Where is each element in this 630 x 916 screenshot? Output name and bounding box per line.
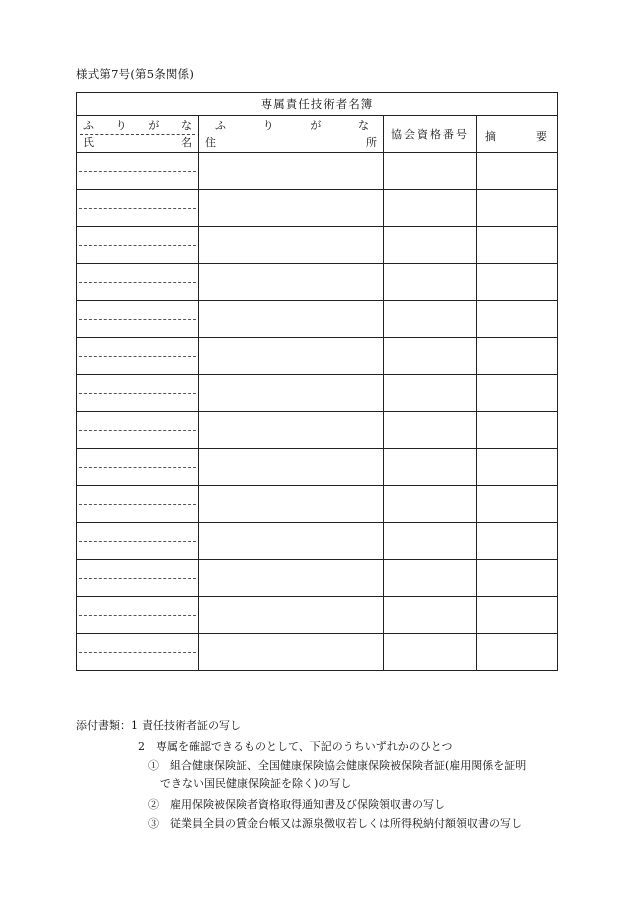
address-cell[interactable] (199, 227, 384, 264)
name-cell[interactable] (77, 449, 199, 486)
table-row (77, 523, 558, 560)
furigana-label: ふ り が な (83, 119, 192, 132)
table-row (77, 153, 558, 190)
remarks-cell[interactable] (477, 190, 558, 227)
name-cell[interactable] (77, 338, 199, 375)
table-row (77, 301, 558, 338)
address-cell[interactable] (199, 449, 384, 486)
name-cell[interactable] (77, 301, 199, 338)
address-cell[interactable] (199, 153, 384, 190)
license-number-cell[interactable] (384, 597, 477, 634)
remarks-cell[interactable] (477, 412, 558, 449)
license-number-cell[interactable] (384, 301, 477, 338)
name-cell[interactable] (77, 190, 199, 227)
address-cell[interactable] (199, 338, 384, 375)
table-row (77, 597, 558, 634)
name-cell[interactable] (77, 375, 199, 412)
address-cell[interactable] (199, 412, 384, 449)
attachment-sub-2: ② 雇用保険被保険者資格取得通知書及び保険領収書の写し (148, 798, 445, 811)
license-number-cell[interactable] (384, 634, 477, 671)
table-row (77, 338, 558, 375)
attachment-item-2: 2 専属を確認できるものとして、下記のうちいずれかのひとつ (138, 740, 453, 753)
address-cell[interactable] (199, 486, 384, 523)
furigana-label: ふ り が な (215, 119, 369, 132)
remarks-cell[interactable] (477, 227, 558, 264)
remarks-cell[interactable] (477, 523, 558, 560)
remarks-cell[interactable] (477, 338, 558, 375)
table-row (77, 634, 558, 671)
attachment-sub-3: ③ 従業員全員の賃金台帳又は源泉徴収若しくは所得税納付額領収書の写し (148, 817, 522, 830)
remarks-cell[interactable] (477, 486, 558, 523)
header-remarks: 摘 要 (477, 116, 558, 153)
license-number-cell[interactable] (384, 153, 477, 190)
attachment-sub-1-line-2: できない国民健康保険証を除く)の写し (160, 777, 352, 790)
address-cell[interactable] (199, 375, 384, 412)
header-furigana-name (77, 116, 199, 153)
remarks-cell[interactable] (477, 375, 558, 412)
remarks-cell[interactable] (477, 264, 558, 301)
attachment-sub-1-line-1: ① 組合健康保険証、全国健康保険協会健康保険被保険者証(雇用関係を証明 (148, 759, 527, 772)
attachment-item-1: 責任技術者証の写し (142, 719, 241, 732)
remarks-cell[interactable] (477, 153, 558, 190)
remarks-cell[interactable] (477, 449, 558, 486)
name-cell[interactable] (77, 560, 199, 597)
address-cell[interactable] (199, 523, 384, 560)
address-cell[interactable] (199, 264, 384, 301)
table-row (77, 486, 558, 523)
name-cell[interactable] (77, 412, 199, 449)
table-row (77, 412, 558, 449)
remarks-cell[interactable] (477, 301, 558, 338)
license-number-cell[interactable] (384, 523, 477, 560)
name-cell[interactable] (77, 153, 199, 190)
license-number-cell[interactable] (384, 375, 477, 412)
license-number-cell[interactable] (384, 449, 477, 486)
license-number-cell[interactable] (384, 560, 477, 597)
table-title: 専属責任技術者名簿 (77, 93, 558, 116)
table-row (77, 190, 558, 227)
table-row (77, 227, 558, 264)
license-number-cell[interactable] (384, 412, 477, 449)
license-number-cell[interactable] (384, 338, 477, 375)
address-cell[interactable] (199, 560, 384, 597)
name-cell[interactable] (77, 227, 199, 264)
remarks-cell[interactable] (477, 560, 558, 597)
table-row (77, 449, 558, 486)
attachments-heading: 添付書類：1 (76, 719, 138, 732)
license-number-cell[interactable] (384, 486, 477, 523)
name-label: 氏 名 (83, 136, 192, 149)
table-row (77, 560, 558, 597)
remarks-cell[interactable] (477, 597, 558, 634)
address-cell[interactable] (199, 597, 384, 634)
technician-register-table (76, 92, 558, 671)
remarks-cell[interactable] (477, 634, 558, 671)
table-row (77, 375, 558, 412)
header-furigana-address (199, 116, 384, 153)
header-license-number: 協会資格番号 (384, 116, 477, 153)
license-number-cell[interactable] (384, 190, 477, 227)
name-cell[interactable] (77, 486, 199, 523)
address-label: 住 所 (205, 136, 377, 149)
license-number-cell[interactable] (384, 227, 477, 264)
form-number-label: 様式第7号(第5条関係) (76, 67, 195, 81)
address-cell[interactable] (199, 190, 384, 227)
name-cell[interactable] (77, 264, 199, 301)
license-number-cell[interactable] (384, 264, 477, 301)
name-cell[interactable] (77, 523, 199, 560)
address-cell[interactable] (199, 634, 384, 671)
table-row (77, 264, 558, 301)
name-cell[interactable] (77, 634, 199, 671)
name-cell[interactable] (77, 597, 199, 634)
address-cell[interactable] (199, 301, 384, 338)
